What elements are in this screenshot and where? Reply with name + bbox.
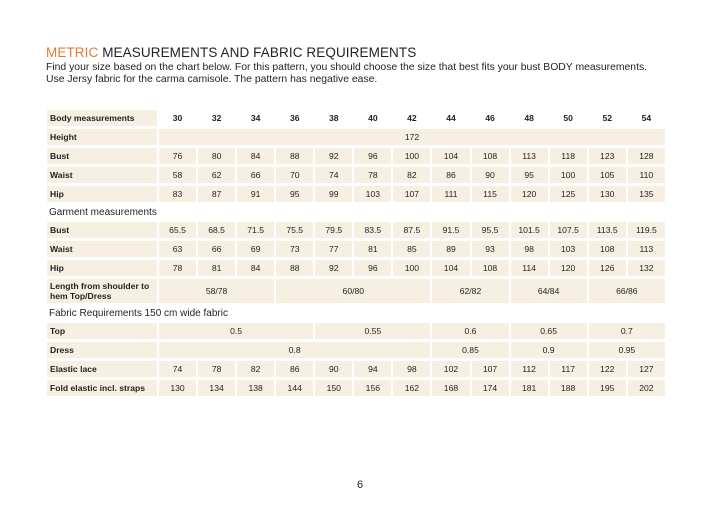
table-cell: 76 bbox=[159, 148, 196, 164]
table-cell: 104 bbox=[432, 148, 469, 164]
table-cell: 113 bbox=[511, 148, 548, 164]
table-cell: 58/78 bbox=[159, 279, 274, 303]
table-cell: 74 bbox=[159, 361, 196, 377]
table-cell: 90 bbox=[472, 167, 509, 183]
table-cell: 114 bbox=[511, 260, 548, 276]
table-cell: 96 bbox=[354, 148, 391, 164]
section-heading-row bbox=[47, 306, 665, 320]
table-row bbox=[47, 186, 665, 202]
table-cell: 111 bbox=[432, 186, 469, 202]
table-cell: 105 bbox=[589, 167, 626, 183]
section-heading-row bbox=[47, 205, 665, 219]
table-cell: 150 bbox=[315, 380, 352, 396]
table-cell: 81 bbox=[354, 241, 391, 257]
table-cell: 120 bbox=[511, 186, 548, 202]
table-cell: 85 bbox=[393, 241, 430, 257]
table-cell: 89 bbox=[432, 241, 469, 257]
table-cell: 64/84 bbox=[511, 279, 587, 303]
intro-line: Use Jersy fabric for the carma camisole. The pattern has negative ease. bbox=[46, 74, 378, 85]
table-cell: 81 bbox=[198, 260, 235, 276]
table-cell: 79.5 bbox=[315, 222, 352, 238]
table-cell: 117 bbox=[550, 361, 587, 377]
table-cell: 78 bbox=[354, 167, 391, 183]
row-label: Length from shoulder to hem Top/Dress bbox=[47, 279, 157, 303]
table-cell: 83 bbox=[159, 186, 196, 202]
table-cell: 82 bbox=[237, 361, 274, 377]
table-cell: 100 bbox=[550, 167, 587, 183]
size-cell: 40 bbox=[368, 113, 378, 123]
size-cell: 42 bbox=[407, 113, 417, 123]
table-cell: 98 bbox=[511, 241, 548, 257]
size-cell: 38 bbox=[329, 113, 339, 123]
table-row bbox=[47, 279, 665, 303]
table-cell: 71.5 bbox=[237, 222, 274, 238]
table-row bbox=[47, 222, 665, 238]
table-row bbox=[47, 167, 665, 183]
table-row bbox=[47, 129, 665, 145]
table-cell: 96 bbox=[354, 260, 391, 276]
section-heading: Fabric Requirements 150 cm wide fabric bbox=[49, 307, 228, 319]
table-cell: 181 bbox=[511, 380, 548, 396]
table-cell: 66 bbox=[237, 167, 274, 183]
table-cell: 87 bbox=[198, 186, 235, 202]
table-cell: 122 bbox=[589, 361, 626, 377]
table-cell: 69 bbox=[237, 241, 274, 257]
table-cell: 0.9 bbox=[511, 342, 587, 358]
table-cell: 0.65 bbox=[511, 323, 587, 339]
table-cell: 91.5 bbox=[432, 222, 469, 238]
table-cell: 92 bbox=[315, 260, 352, 276]
row-label: Bust bbox=[47, 148, 157, 164]
size-cell: 48 bbox=[524, 113, 534, 123]
table-cell: 119.5 bbox=[628, 222, 665, 238]
table-cell: 172 bbox=[159, 129, 665, 145]
table-cell: 126 bbox=[589, 260, 626, 276]
table-cell: 95.5 bbox=[472, 222, 509, 238]
table-cell: 130 bbox=[589, 186, 626, 202]
size-cell: 46 bbox=[485, 113, 495, 123]
row-label: Waist bbox=[47, 167, 157, 183]
table-cell: 101.5 bbox=[511, 222, 548, 238]
table-cell: 108 bbox=[472, 260, 509, 276]
table-cell: 103 bbox=[550, 241, 587, 257]
table-cell: 115 bbox=[472, 186, 509, 202]
size-cell: 52 bbox=[602, 113, 612, 123]
table-cell: 0.7 bbox=[589, 323, 665, 339]
table-cell: 118 bbox=[550, 148, 587, 164]
table-cell: 60/80 bbox=[276, 279, 430, 303]
table-row bbox=[47, 323, 665, 339]
row-label: Hip bbox=[47, 186, 157, 202]
size-cell: 50 bbox=[563, 113, 573, 123]
table-cell: 80 bbox=[198, 148, 235, 164]
table-cell: 82 bbox=[393, 167, 430, 183]
table-cell: 88 bbox=[276, 148, 313, 164]
table-cell: 102 bbox=[432, 361, 469, 377]
table-cell: 104 bbox=[432, 260, 469, 276]
table-cell: 68.5 bbox=[198, 222, 235, 238]
row-label: Top bbox=[47, 323, 157, 339]
table-cell: 125 bbox=[550, 186, 587, 202]
table-cell: 113.5 bbox=[589, 222, 626, 238]
table-cell: 188 bbox=[550, 380, 587, 396]
table-cell: 110 bbox=[628, 167, 665, 183]
row-label: Height bbox=[47, 129, 157, 145]
size-cell: 34 bbox=[250, 113, 261, 123]
table-cell: 95 bbox=[276, 186, 313, 202]
page-number: 6 bbox=[356, 479, 364, 491]
table-cell: 95 bbox=[511, 167, 548, 183]
table-cell: 93 bbox=[472, 241, 509, 257]
table-cell: 78 bbox=[159, 260, 196, 276]
table-row bbox=[47, 241, 665, 257]
table-cell: 0.85 bbox=[432, 342, 508, 358]
table-cell: 83.5 bbox=[354, 222, 391, 238]
intro-line: Find your size based on the chart below. For this pattern, you should choose the size that best fits your bust BODY measurements. bbox=[46, 62, 648, 73]
table-cell: 70 bbox=[276, 167, 313, 183]
table-cell: 202 bbox=[628, 380, 665, 396]
size-cell: 44 bbox=[446, 113, 456, 123]
table-cell: 144 bbox=[276, 380, 313, 396]
table-cell: 73 bbox=[276, 241, 313, 257]
table-cell: 174 bbox=[472, 380, 509, 396]
table-cell: 99 bbox=[315, 186, 352, 202]
table-cell: 88 bbox=[276, 260, 313, 276]
table-cell: 78 bbox=[198, 361, 235, 377]
table-cell: 135 bbox=[628, 186, 665, 202]
table-cell: 0.5 bbox=[159, 323, 313, 339]
table-cell: 127 bbox=[628, 361, 665, 377]
table-cell: 128 bbox=[628, 148, 665, 164]
intro-text bbox=[46, 62, 686, 86]
table-cell: 108 bbox=[589, 241, 626, 257]
table-cell: 66/86 bbox=[589, 279, 665, 303]
size-cell: 30 bbox=[172, 113, 183, 123]
size-cell: 32 bbox=[211, 113, 222, 123]
table-row bbox=[47, 260, 665, 276]
size-cell: 54 bbox=[641, 113, 652, 123]
size-cell: 36 bbox=[289, 113, 300, 123]
table-cell: 77 bbox=[315, 241, 352, 257]
table-row bbox=[47, 380, 665, 396]
table-cell: 62/82 bbox=[432, 279, 508, 303]
table-cell: 120 bbox=[550, 260, 587, 276]
table-cell: 107.5 bbox=[550, 222, 587, 238]
table-cell: 92 bbox=[315, 148, 352, 164]
table-cell: 0.6 bbox=[432, 323, 508, 339]
size-chart-table bbox=[45, 107, 667, 399]
table-row bbox=[47, 361, 665, 377]
table-cell: 130 bbox=[159, 380, 196, 396]
table-cell: 65.5 bbox=[159, 222, 196, 238]
table-cell: 112 bbox=[511, 361, 548, 377]
table-cell: 0.8 bbox=[159, 342, 430, 358]
table-cell: 108 bbox=[472, 148, 509, 164]
table-cell: 100 bbox=[393, 148, 430, 164]
size-header-row bbox=[47, 110, 665, 126]
table-cell: 0.95 bbox=[589, 342, 665, 358]
header-label: Body measurements bbox=[47, 110, 157, 126]
table-cell: 90 bbox=[315, 361, 352, 377]
row-label: Fold elastic incl. straps bbox=[47, 380, 157, 396]
table-cell: 87.5 bbox=[393, 222, 430, 238]
table-cell: 107 bbox=[472, 361, 509, 377]
table-cell: 113 bbox=[628, 241, 665, 257]
table-cell: 107 bbox=[393, 186, 430, 202]
table-cell: 103 bbox=[354, 186, 391, 202]
table-cell: 91 bbox=[237, 186, 274, 202]
section-heading: Garment measurements bbox=[49, 206, 157, 218]
title-text: MEASUREMENTS AND FABRIC REQUIREMENTS bbox=[98, 45, 417, 60]
table-cell: 74 bbox=[315, 167, 352, 183]
title-accent: METRIC bbox=[46, 45, 99, 60]
table-row bbox=[47, 148, 665, 164]
table-cell: 98 bbox=[393, 361, 430, 377]
row-label: Dress bbox=[47, 342, 157, 358]
table-cell: 138 bbox=[237, 380, 274, 396]
table-cell: 162 bbox=[393, 380, 430, 396]
row-label: Hip bbox=[47, 260, 157, 276]
table-row bbox=[47, 342, 665, 358]
table-cell: 58 bbox=[159, 167, 196, 183]
table-cell: 195 bbox=[589, 380, 626, 396]
row-label: Bust bbox=[47, 222, 157, 238]
table-cell: 156 bbox=[354, 380, 391, 396]
table-cell: 134 bbox=[198, 380, 235, 396]
table-cell: 86 bbox=[432, 167, 469, 183]
table-cell: 62 bbox=[198, 167, 235, 183]
table-cell: 75.5 bbox=[276, 222, 313, 238]
page-title bbox=[46, 45, 416, 60]
table-cell: 63 bbox=[159, 241, 196, 257]
table-cell: 168 bbox=[432, 380, 469, 396]
table-cell: 100 bbox=[393, 260, 430, 276]
table-cell: 94 bbox=[354, 361, 391, 377]
row-label: Waist bbox=[47, 241, 157, 257]
row-label: Elastic lace bbox=[47, 361, 157, 377]
table-cell: 66 bbox=[198, 241, 235, 257]
table-cell: 132 bbox=[628, 260, 665, 276]
table-cell: 86 bbox=[276, 361, 313, 377]
table-cell: 84 bbox=[237, 260, 274, 276]
table-cell: 0.55 bbox=[315, 323, 430, 339]
table-cell: 84 bbox=[237, 148, 274, 164]
table-cell: 123 bbox=[589, 148, 626, 164]
